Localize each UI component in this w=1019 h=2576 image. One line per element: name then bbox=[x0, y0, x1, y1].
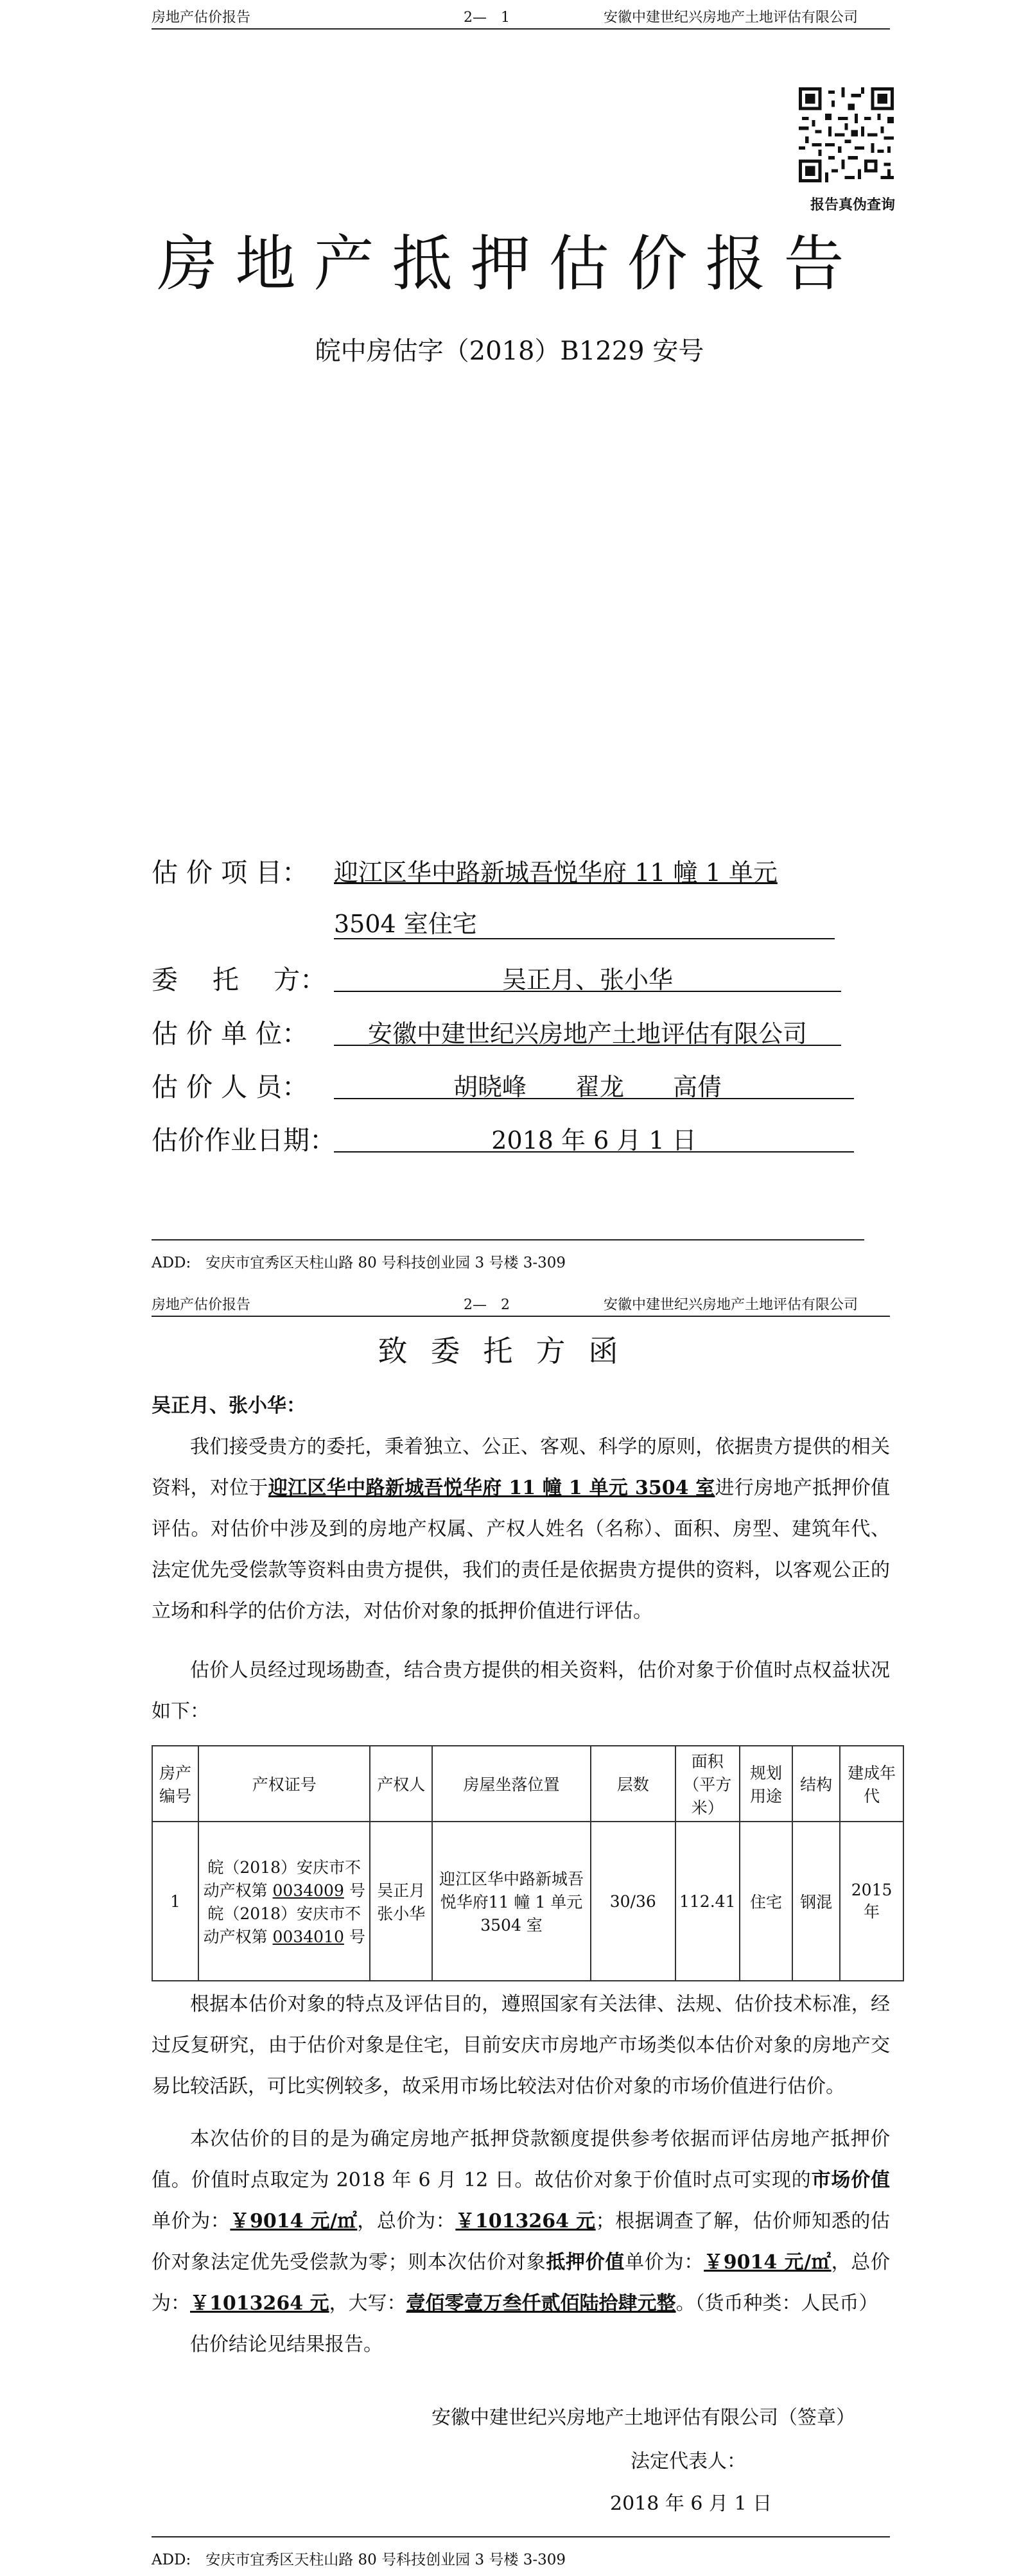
col-header: 产权证号 bbox=[198, 1746, 370, 1822]
project-underline bbox=[334, 938, 835, 939]
table-row bbox=[152, 1822, 903, 1981]
signature-company: 安徽中建世纪兴房地产土地评估有限公司（签章） bbox=[431, 2406, 855, 2429]
page2-header-rule bbox=[152, 1316, 890, 1317]
report-title: 房地产抵押估价报告 bbox=[157, 229, 862, 299]
project-value-line1: 迎江区华中路新城吾悦华府 11 幢 1 单元 bbox=[334, 858, 778, 887]
cell-cert: 皖（2018）安庆市不动产权第 0034009 号 皖（2018）安庆市不动产权第 0034010 号 bbox=[198, 1822, 370, 1981]
page2-footer-rule bbox=[152, 2536, 890, 2537]
signature-date: 2018 年 6 月 1 日 bbox=[610, 2493, 772, 2515]
org-value: 安徽中建世纪兴房地产土地评估有限公司 bbox=[367, 1020, 807, 1048]
page2-address: ADD: 安庆市宜秀区天柱山路 80 号科技创业园 3 号楼 3-309 bbox=[152, 2552, 566, 2568]
page1-header-left: 房地产估价报告 bbox=[152, 10, 251, 26]
appraisers-underline bbox=[334, 1098, 854, 1099]
page1-address: ADD: 安庆市宜秀区天柱山路 80 号科技创业园 3 号楼 3-309 bbox=[152, 1255, 566, 1271]
report-number: 皖中房估字（2018）B1229 安号 bbox=[315, 336, 704, 366]
appraisers-label: 估 价 人 员： bbox=[152, 1072, 309, 1102]
cell-location: 迎江区华中路新城吾悦华府11 幢 1 单元 3504 室 bbox=[432, 1822, 591, 1981]
date-label: 估价作业日期： bbox=[152, 1125, 336, 1156]
qr-caption: 报告真伪查询 bbox=[810, 196, 896, 213]
col-header: 面积（平方米） bbox=[675, 1746, 740, 1822]
paragraph-5: 估价结论见结果报告。 bbox=[190, 2333, 383, 2356]
cell-year: 2015 年 bbox=[840, 1822, 903, 1981]
cell-no: 1 bbox=[152, 1822, 198, 1981]
appraisers-value: 胡晓峰 翟龙 高倩 bbox=[453, 1073, 722, 1101]
signature-rep: 法定代表人： bbox=[631, 2450, 746, 2473]
cell-area: 112.41 bbox=[675, 1822, 740, 1981]
col-header: 层数 bbox=[591, 1746, 675, 1822]
property-info-table bbox=[152, 1745, 904, 1981]
page1-footer-rule bbox=[152, 1239, 864, 1240]
page2-header-right: 安徽中建世纪兴房地产土地评估有限公司 bbox=[604, 1297, 858, 1313]
col-header: 结构 bbox=[792, 1746, 840, 1822]
date-value: 2018 年 6 月 1 日 bbox=[491, 1126, 697, 1154]
client-value: 吴正月、张小华 bbox=[501, 966, 673, 994]
col-header: 产权人 bbox=[370, 1746, 432, 1822]
paragraph-1: 我们接受贵方的委托，秉着独立、公正、客观、科学的原则，依据贵方提供的相关资料，对位于迎江区华中路新城吾悦华府 11 幢 1 单元 3504 室进行房地产抵押价值评估。对估价中涉及到的房地产权属、产权人姓名（名称）、面积、房型、建筑年代、法定优先受偿款等资料由贵方提供，我们的责任是依据贵方提供的资料，以客观公正的立场和科学的估价方法，对估价对象的抵押价值进行评估。 bbox=[152, 1436, 891, 1623]
page2-header-left: 房地产估价报告 bbox=[152, 1297, 251, 1313]
client-underline bbox=[334, 991, 841, 992]
col-header: 规划用途 bbox=[740, 1746, 792, 1822]
project-value-line2: 3504 室住宅 bbox=[334, 910, 477, 938]
date-underline bbox=[334, 1151, 854, 1153]
col-header: 建成年代 bbox=[840, 1746, 903, 1822]
page1-header-center: 2— 1 bbox=[464, 10, 510, 26]
col-header: 房产编号 bbox=[152, 1746, 198, 1822]
org-underline bbox=[334, 1045, 841, 1046]
page1-header-rule bbox=[152, 28, 890, 30]
page2-header-center: 2— 2 bbox=[464, 1297, 510, 1313]
paragraph-2: 估价人员经过现场勘查，结合贵方提供的相关资料，估价对象于价值时点权益状况如下： bbox=[152, 1659, 890, 1723]
qr-code[interactable] bbox=[799, 87, 894, 182]
paragraph-4: 本次估价的目的是为确定房地产抵押贷款额度提供参考依据而评估房地产抵押价值。价值时点取定为 2018 年 6 月 12 日。故估价对象于价值时点可实现的市场价值单价为：￥9014 元/㎡，总价为：￥1013264 元；根据调查了解，估价师知悉的估价对象法定优先受偿款为零；则本次估价对象抵押价值单价为：￥9014 元/㎡，总价为：￥1013264 元，大写：壹佰零壹万叁仟贰佰陆拾肆元整。（货币种类：人民币） bbox=[152, 2128, 891, 2315]
paragraph-3: 根据本估价对象的特点及评估目的，遵照国家有关法律、法规、估价技术标准，经过反复研究，由于估价对象是住宅，目前安庆市房地产市场类似本估价对象的房地产交易比较活跃，可比实例较多，故采用市场比较法对估价对象的市场价值进行估价。 bbox=[152, 1993, 890, 2098]
salutation: 吴正月、张小华： bbox=[152, 1395, 306, 1417]
col-header: 房屋坐落位置 bbox=[432, 1746, 591, 1822]
client-label: 委 托 方： bbox=[152, 964, 327, 995]
cell-owner: 吴正月张小华 bbox=[370, 1822, 432, 1981]
project-label: 估 价 项 目： bbox=[152, 857, 309, 888]
cell-use: 住宅 bbox=[740, 1822, 792, 1981]
table-header-row bbox=[152, 1746, 903, 1822]
qr-code-icon bbox=[799, 87, 894, 182]
cell-floors: 30/36 bbox=[591, 1822, 675, 1981]
page1-header-right: 安徽中建世纪兴房地产土地评估有限公司 bbox=[604, 10, 858, 26]
cell-structure: 钢混 bbox=[792, 1822, 840, 1981]
org-label: 估 价 单 位： bbox=[152, 1018, 309, 1049]
letter-title: 致委托方函 bbox=[378, 1334, 641, 1368]
